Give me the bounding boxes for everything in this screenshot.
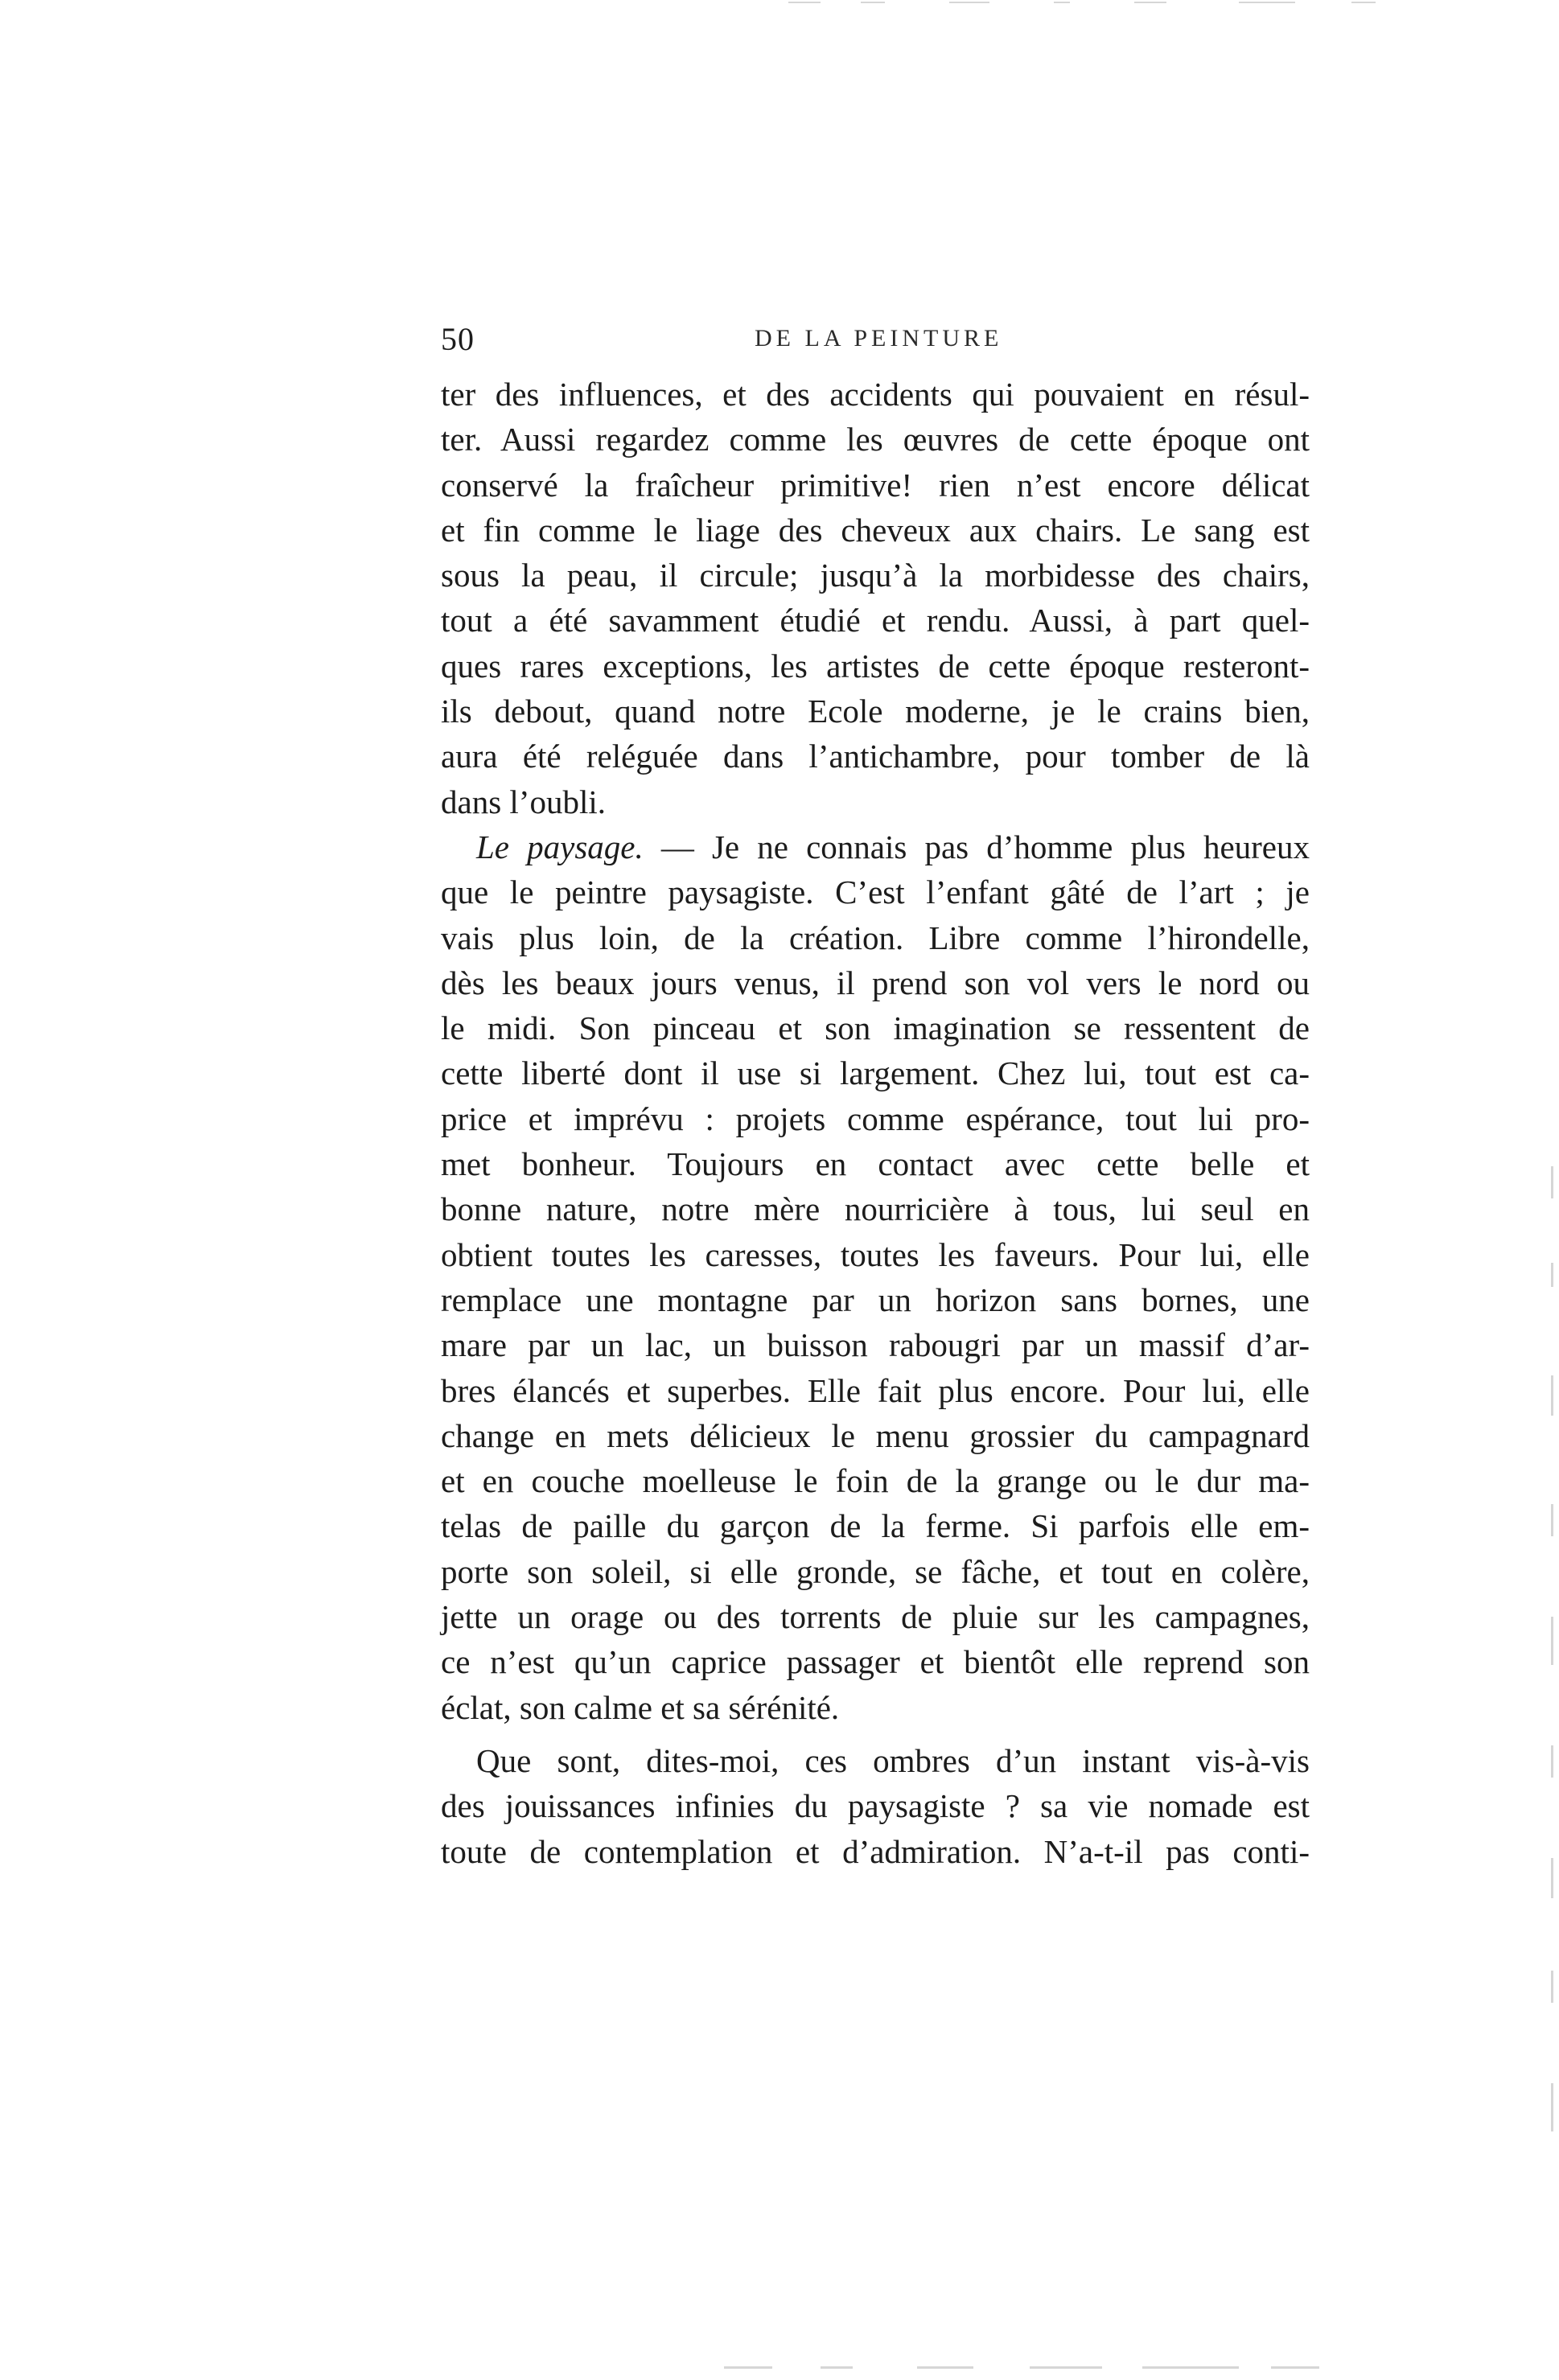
paragraph-landscape: [441, 824, 1310, 1730]
text-line: remplace une montagne par un horizon sans bornes, une: [441, 1280, 1310, 1318]
text-line: obtient toutes les caresses, toutes les faveurs. Pour lui, elle: [441, 1235, 1310, 1273]
paragraph-contemplation: [441, 1738, 1310, 1874]
text-line: ils debout, quand notre Ecole moderne, je le crains bien,: [441, 693, 1310, 730]
text-line: vais plus loin, de la création. Libre comme l’hirondelle,: [441, 919, 1310, 956]
text-line: change en mets délicieux le menu grossier du campagnard: [441, 1416, 1310, 1454]
text-line: [441, 824, 1310, 869]
text-line: Que sont, dites-moi, ces ombres d’un instant vis-à-vis: [476, 1741, 1310, 1779]
body-text: [441, 372, 1310, 1874]
text-line: bonne nature, notre mère nourricière à tous, lui seul en: [441, 1190, 1310, 1228]
text-line: porte son soleil, si elle gronde, se fâche, et tout en colère,: [441, 1552, 1310, 1590]
scan-artifact-top: [788, 0, 1464, 8]
text-line: et en couche moelleuse le foin de la grange ou le dur ma-: [441, 1462, 1310, 1500]
text-line: met bonheur. Toujours en contact avec cette belle et: [441, 1145, 1310, 1183]
text-line: conservé la fraîcheur primitive! rien n’est encore délicat: [441, 466, 1310, 504]
section-heading: Le paysage.: [476, 828, 644, 865]
paragraph-continued: [441, 372, 1310, 824]
text-line: dans l’oubli.: [441, 783, 606, 820]
text-line: price et imprévu : projets comme espérance, tout lui pro-: [441, 1100, 1310, 1137]
text-line: des jouissances infinies du paysagiste ? sa vie nomade est: [441, 1787, 1310, 1825]
running-title: DE LA PEINTURE: [755, 325, 1003, 351]
text-line: sous la peau, il circule; jusqu’à la morbidesse des chairs,: [441, 557, 1310, 594]
text-line: ce n’est qu’un caprice passager et bientôt elle reprend son: [441, 1643, 1310, 1681]
text-line: jette un orage ou des torrents de pluie sur les campagnes,: [441, 1598, 1310, 1636]
text-line: et fin comme le liage des cheveux aux chairs. Le sang est: [441, 511, 1310, 549]
running-head: [441, 320, 1310, 368]
text-line: telas de paille du garçon de la ferme. Si parfois elle em-: [441, 1507, 1310, 1545]
text-line: mare par un lac, un buisson rabougri par un massif d’ar-: [441, 1326, 1310, 1364]
text-line: ques rares exceptions, les artistes de cette époque resteront-: [441, 647, 1310, 684]
text-run: — Je ne connais pas d’homme plus heureux: [643, 828, 1310, 865]
text-line: le midi. Son pinceau et son imagination se ressentent de: [441, 1009, 1310, 1047]
page-number: 50: [441, 321, 475, 357]
text-line: aura été reléguée dans l’antichambre, pour tomber de là: [441, 738, 1310, 775]
scan-artifact-bottom: [724, 2365, 1351, 2373]
text-line: que le peintre paysagiste. C’est l’enfant gâté de l’art ; je: [441, 873, 1310, 911]
text-line: tout a été savamment étudié et rendu. Aussi, à part quel-: [441, 602, 1310, 639]
text-line: dès les beaux jours venus, il prend son vol vers le nord ou: [441, 964, 1310, 1001]
text-line: ter. Aussi regardez comme les œuvres de cette époque ont: [441, 421, 1310, 458]
text-line: toute de contemplation et d’admiration. N’a-t-il pas conti-: [441, 1832, 1310, 1870]
text-line: éclat, son calme et sa sérénité.: [441, 1688, 840, 1726]
text-line: ter des influences, et des accidents qui pouvaient en résul-: [441, 376, 1310, 413]
text-line: bres élancés et superbes. Elle fait plus encore. Pour lui, elle: [441, 1371, 1310, 1409]
text-line: cette liberté dont il use si largement. Chez lui, tout est ca-: [441, 1054, 1310, 1092]
scan-artifact-right-edge: [1551, 1166, 1554, 2172]
